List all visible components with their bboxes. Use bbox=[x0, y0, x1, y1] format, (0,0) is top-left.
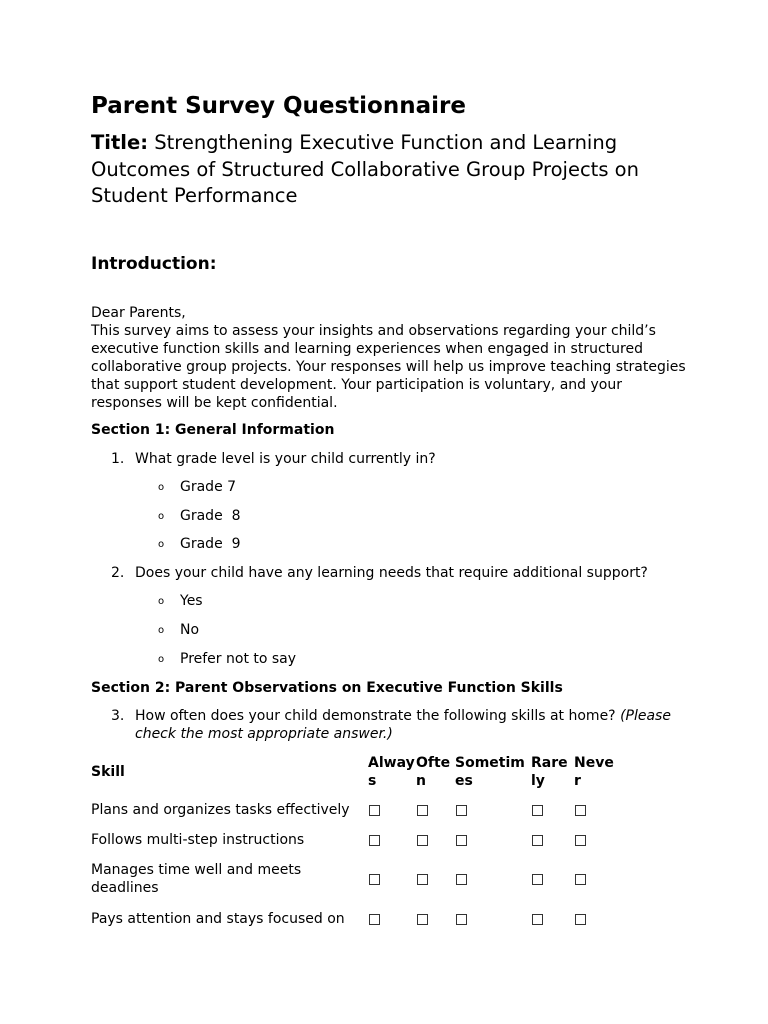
option-label: No bbox=[180, 622, 200, 638]
introduction-paragraph: This survey aims to assess your insights and observations regarding your child’s executive function skills and learning experiences when engaged in structured collaborative group projects. Your responses will help us improve teaching strategies that support student development. Your participation is voluntary, and your responses will be kept confidential. bbox=[91, 323, 686, 411]
row-1-rarely-checkbox[interactable] bbox=[532, 805, 543, 816]
question-3-note: (Please check the most appropriate answer.) bbox=[135, 708, 671, 742]
row-2-always-checkbox[interactable] bbox=[369, 835, 380, 846]
hollow-bullet-icon: o bbox=[158, 654, 165, 665]
option-label: Grade 8 bbox=[180, 508, 241, 524]
q2-option-yes[interactable] bbox=[158, 592, 203, 611]
q2-option-no[interactable] bbox=[158, 621, 199, 640]
table-row-skill: Plans and organizes tasks effectively bbox=[91, 802, 350, 818]
option-label: Yes bbox=[180, 593, 203, 609]
hollow-bullet-icon: o bbox=[158, 482, 165, 493]
introduction-heading: Introduction: bbox=[91, 254, 217, 274]
question-2 bbox=[91, 564, 691, 582]
section-2-heading: Section 2: Parent Observations on Executive Function Skills bbox=[91, 680, 563, 696]
column-header-sometimes: Sometimes bbox=[455, 755, 525, 789]
question-3-text: How often does your child demonstrate the following skills at home? bbox=[135, 708, 616, 724]
row-2-sometimes-checkbox[interactable] bbox=[456, 835, 467, 846]
row-3-always-checkbox[interactable] bbox=[369, 874, 380, 885]
q1-option-grade-8[interactable] bbox=[158, 507, 241, 526]
column-header-never: Never bbox=[574, 755, 614, 789]
q2-option-prefer-not-to-say[interactable] bbox=[158, 650, 296, 669]
subtitle-text: Strengthening Executive Function and Learning Outcomes of Structured Collaborative Group Projects on Student Performance bbox=[91, 131, 639, 207]
question-2-text: Does your child have any learning needs that require additional support? bbox=[135, 565, 648, 581]
row-4-rarely-checkbox[interactable] bbox=[532, 914, 543, 925]
subtitle-label: Title: bbox=[91, 131, 149, 154]
row-4-sometimes-checkbox[interactable] bbox=[456, 914, 467, 925]
question-1-number: 1. bbox=[111, 451, 125, 467]
question-2-number: 2. bbox=[111, 565, 125, 581]
table-row-skill: Manages time well and meets deadlines bbox=[91, 862, 302, 896]
table-row-skill: Follows multi-step instructions bbox=[91, 832, 305, 848]
option-label: Grade 7 bbox=[180, 479, 237, 495]
survey-subtitle bbox=[91, 130, 691, 210]
row-1-never-checkbox[interactable] bbox=[575, 805, 586, 816]
row-2-rarely-checkbox[interactable] bbox=[532, 835, 543, 846]
row-3-never-checkbox[interactable] bbox=[575, 874, 586, 885]
option-label: Prefer not to say bbox=[180, 651, 297, 667]
row-1-always-checkbox[interactable] bbox=[369, 805, 380, 816]
row-1-often-checkbox[interactable] bbox=[417, 805, 428, 816]
section-1-heading: Section 1: General Information bbox=[91, 422, 335, 438]
table-row-skill: Pays attention and stays focused on bbox=[91, 911, 345, 927]
greeting: Dear Parents, bbox=[91, 305, 186, 321]
hollow-bullet-icon: o bbox=[158, 539, 165, 550]
column-header-skill: Skill bbox=[91, 764, 125, 780]
hollow-bullet-icon: o bbox=[158, 511, 165, 522]
option-label: Grade 9 bbox=[180, 536, 241, 552]
column-header-often: Often bbox=[416, 755, 451, 789]
row-4-always-checkbox[interactable] bbox=[369, 914, 380, 925]
row-3-often-checkbox[interactable] bbox=[417, 874, 428, 885]
row-3-rarely-checkbox[interactable] bbox=[532, 874, 543, 885]
q1-option-grade-9[interactable] bbox=[158, 535, 241, 554]
question-3 bbox=[91, 707, 691, 743]
row-3-sometimes-checkbox[interactable] bbox=[456, 874, 467, 885]
row-4-often-checkbox[interactable] bbox=[417, 914, 428, 925]
row-4-never-checkbox[interactable] bbox=[575, 914, 586, 925]
hollow-bullet-icon: o bbox=[158, 596, 165, 607]
question-3-number: 3. bbox=[111, 708, 125, 724]
row-2-often-checkbox[interactable] bbox=[417, 835, 428, 846]
column-header-rarely: Rarely bbox=[531, 755, 568, 789]
document-title: Parent Survey Questionnaire bbox=[91, 93, 466, 119]
row-2-never-checkbox[interactable] bbox=[575, 835, 586, 846]
hollow-bullet-icon: o bbox=[158, 625, 165, 636]
q1-option-grade-7[interactable] bbox=[158, 478, 236, 497]
question-1-text: What grade level is your child currently in? bbox=[135, 451, 436, 467]
row-1-sometimes-checkbox[interactable] bbox=[456, 805, 467, 816]
question-1 bbox=[91, 450, 691, 468]
column-header-always: Always bbox=[368, 755, 415, 789]
